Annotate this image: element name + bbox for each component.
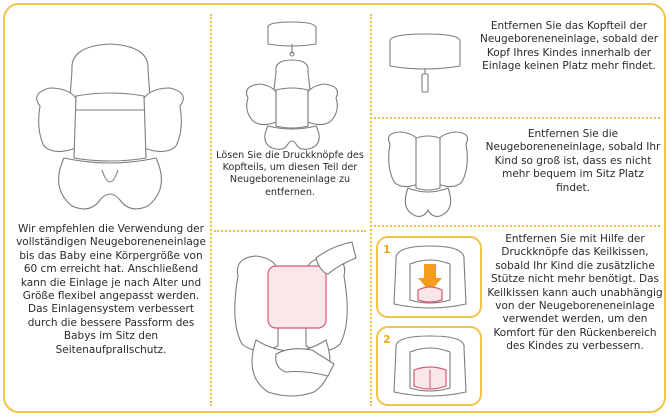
remove-wedge-text: Entfernen Sie mit Hilfe der Druckknöpfe das Keilkissen, sobald Ihr Kind die zusätzliche Stütze nicht mehr benötigt. Das Keilkissen kann auch unabhängig von der Neugeboreneneinlage verwendet werden, um den Komfort für den Rückenbereich des Kindes zu verbessern.: [487, 233, 663, 353]
hands-removing-insert-illustration: [216, 236, 366, 396]
recommendation-text: Wir empfehlen die Verwendung der vollständigen Neugeboreneneinlage bis das Baby eine Körpergröße von 60 cm erreicht hat. Anschließend kann die Einlage je nach Alter und Größe flexibel angepasst werden. Das Einlagensystem verbessert durch die bessere Passform des Babys im Sitz den Seitenaufprallschutz.: [16, 223, 206, 356]
head-buttons-text: Lösen Sie die Druckknöpfe des Kopfteils, um diesen Teil der Neugeboreneneinlage zu entfernen.: [216, 150, 364, 198]
step-2-number: 2: [383, 333, 391, 346]
divider-horizontal-right-1: [374, 117, 660, 119]
head-piece-illustration: [380, 20, 470, 110]
full-insert-illustration: [10, 18, 210, 218]
wedge-removal-step-2-illustration: [380, 330, 480, 404]
remove-head-text: Entfernen Sie das Kopfteil der Neugeboreneneinlage, sobald der Kopf Ihres Kindes innerhalb der Einlage keinen Platz mehr findet.: [479, 20, 659, 73]
divider-vertical-1: [210, 14, 212, 406]
insert-without-head-illustration: [378, 122, 478, 222]
step-1-number: 1: [383, 243, 391, 256]
remove-insert-text: Entfernen Sie die Neugeboreneneinlage, sobald Ihr Kind so groß ist, dass es nicht mehr bequem im Sitz Platz findet.: [485, 128, 661, 194]
divider-horizontal-mid: [214, 230, 366, 232]
divider-horizontal-right-2: [374, 225, 660, 227]
divider-vertical-2: [370, 14, 372, 406]
head-buttons-illustration: [216, 14, 366, 154]
wedge-removal-step-1-illustration: [380, 240, 480, 316]
